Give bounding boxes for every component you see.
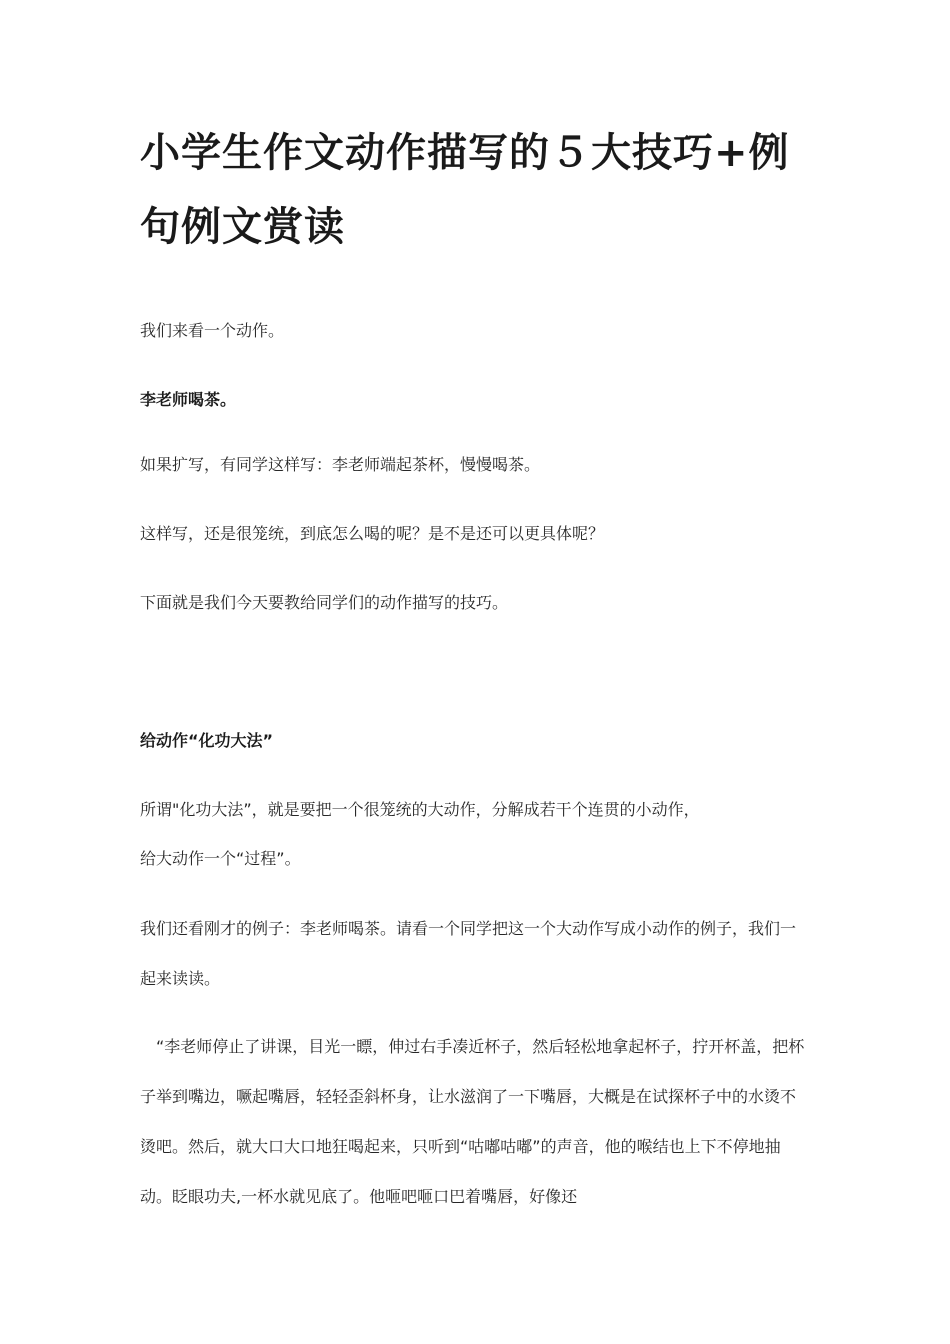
section-heading: 给动作“化功大法” <box>140 731 274 750</box>
paragraph-definition-line2: 给大动作一个“过程”。 <box>140 849 301 868</box>
paragraph-example-intro: 我们还看刚才的例子：李老师喝茶。请看一个同学把这一个大动作写成小动作的例子，我们一起来读读。 <box>140 919 797 988</box>
paragraph-question: 这样写，还是很笼统，到底怎么喝的呢？是不是还可以更具体呢？ <box>140 524 605 543</box>
paragraph-intro: 我们来看一个动作。 <box>140 321 285 340</box>
paragraph-expanded: 如果扩写，有同学这样写：李老师端起茶杯，慢慢喝茶。 <box>140 455 541 474</box>
paragraph-example-text: “李老师停止了讲课，目光一瞟，伸过右手凑近杯子，然后轻松地拿起杯子，拧开杯盖，把杯子举到嘴边，噘起嘴唇，轻轻歪斜杯身，让水滋润了一下嘴唇，大概是在试探杯子中的水烫不烫吧。然后，就大口大口地狂喝起来，只听到“咕嘟咕嘟”的声音，他的喉结也上下不停地抽动。眨眼功夫,一杯水就见底了。他咂吧咂口巴着嘴唇，好像还 <box>140 1037 805 1206</box>
document-title: 小学生作文动作描写的５大技巧+例句例文赏读 <box>140 130 790 250</box>
paragraph-definition-line1: 所谓"化功大法”，就是要把一个很笼统的大动作，分解成若干个连贯的小动作， <box>140 800 700 819</box>
paragraph-example-action: 李老师喝茶。 <box>140 390 237 409</box>
paragraph-lead-in: 下面就是我们今天要教给同学们的动作描写的技巧。 <box>140 593 509 612</box>
